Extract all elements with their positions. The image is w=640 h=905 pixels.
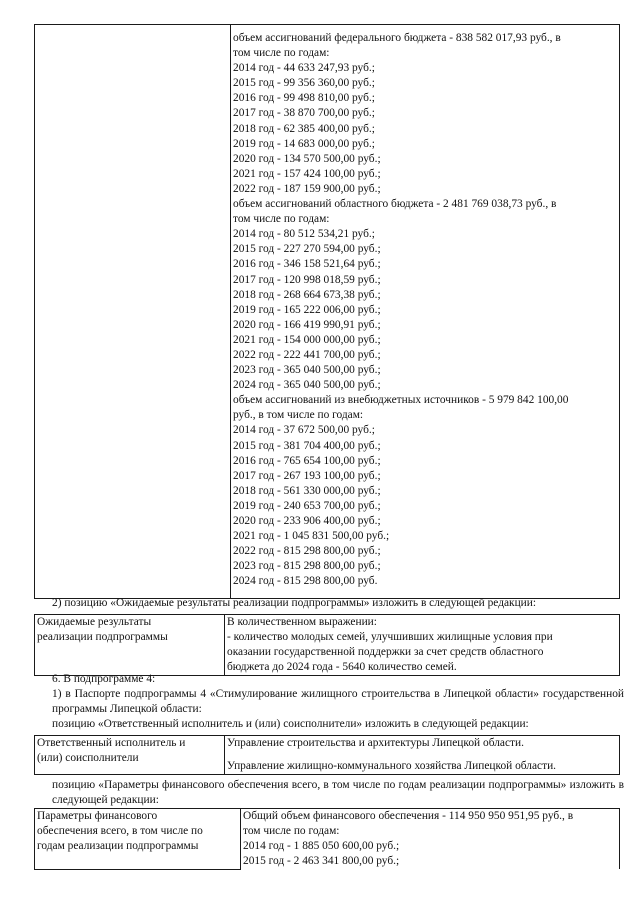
funding-line: 2017 год - 120 998 018,59 руб.; bbox=[233, 273, 381, 286]
funding-line: 2014 год - 80 512 534,21 руб.; bbox=[233, 228, 375, 241]
finance-label-line-3: годам реализации подпрограммы bbox=[37, 840, 199, 853]
results-value-line-2: - количество молодых семей, улучшивших жилищные условия при bbox=[227, 631, 553, 644]
finance-text: позицию «Параметры финансового обеспечения всего, в том числе по годам реализации подпрограммы» изложить в следующей редакции: bbox=[52, 779, 624, 807]
finance-value-line-1: Общий объем финансового обеспечения - 114 950 950 951,95 руб., в bbox=[243, 810, 574, 822]
funding-line: том числе по годам: bbox=[233, 47, 330, 60]
funding-line: 2018 год - 62 385 400,00 руб.; bbox=[233, 122, 375, 135]
para-responsible bbox=[34, 717, 624, 732]
responsible-table bbox=[34, 735, 620, 775]
finance-value-cell bbox=[241, 809, 620, 870]
para-passport bbox=[34, 687, 624, 717]
finance-value-line-2: том числе по годам: bbox=[243, 825, 340, 838]
para-finance bbox=[34, 778, 624, 808]
funding-line: 2017 год - 267 193 100,00 руб.; bbox=[233, 469, 381, 482]
para-section6 bbox=[34, 672, 624, 687]
para-results-text: 2) позицию «Ожидаемые результаты реализации подпрограммы» изложить в следующей редакции: bbox=[52, 597, 537, 609]
funding-line: 2019 год - 240 653 700,00 руб.; bbox=[233, 499, 381, 512]
finance-label-line-1: Параметры финансового bbox=[37, 810, 158, 822]
funding-line: 2022 год - 187 159 900,00 руб.; bbox=[233, 182, 381, 195]
finance-table bbox=[34, 808, 620, 870]
responsible-value-cell bbox=[225, 736, 620, 775]
results-label-cell bbox=[35, 615, 225, 676]
results-value-line-4: бюджета до 2024 года - 5640 количество семей. bbox=[227, 661, 457, 674]
funding-line: 2019 год - 165 222 006,00 руб.; bbox=[233, 303, 381, 316]
finance-label-cell bbox=[35, 809, 241, 870]
results-table bbox=[34, 614, 620, 676]
funding-line: 2014 год - 37 672 500,00 руб.; bbox=[233, 424, 375, 437]
passport-text: 1) в Паспорте подпрограммы 4 «Стимулирование жилищного строительства в Липецкой области» государственной программы Липецкой области: bbox=[52, 688, 624, 716]
responsible-text: позицию «Ответственный исполнитель и (или) соисполнители» изложить в следующей редакции: bbox=[52, 718, 529, 730]
funding-line: 2022 год - 815 298 800,00 руб.; bbox=[233, 545, 381, 558]
section6-heading: 6. В подпрограмме 4: bbox=[52, 673, 156, 685]
finance-label-line-2: обеспечения всего, в том числе по bbox=[37, 825, 203, 838]
funding-line: 2015 год - 381 704 400,00 руб.; bbox=[233, 439, 381, 452]
funding-line: 2016 год - 346 158 521,64 руб.; bbox=[233, 258, 381, 271]
funding-lines bbox=[233, 31, 617, 589]
para-results bbox=[34, 596, 624, 611]
funding-line: 2018 год - 561 330 000,00 руб.; bbox=[233, 484, 381, 497]
funding-line: 2021 год - 157 424 100,00 руб.; bbox=[233, 167, 381, 180]
results-value-line-1: В количественном выражении: bbox=[227, 616, 377, 628]
funding-line: объем ассигнований из внебюджетных источников - 5 979 842 100,00 bbox=[233, 394, 569, 407]
funding-line: 2022 год - 222 441 700,00 руб.; bbox=[233, 348, 381, 361]
funding-line: 2021 год - 154 000 000,00 руб.; bbox=[233, 333, 381, 346]
funding-line: 2016 год - 765 654 100,00 руб.; bbox=[233, 454, 381, 467]
funding-line: 2018 год - 268 664 673,38 руб.; bbox=[233, 288, 381, 301]
funding-line: объем ассигнований областного бюджета - 2 481 769 038,73 руб., в bbox=[233, 198, 557, 211]
funding-line: 2017 год - 38 870 700,00 руб.; bbox=[233, 107, 375, 120]
funding-line: 2020 год - 134 570 500,00 руб.; bbox=[233, 152, 381, 165]
funding-label-cell bbox=[35, 25, 231, 599]
funding-line: 2023 год - 815 298 800,00 руб.; bbox=[233, 560, 381, 573]
responsible-label-line-2: (или) соисполнители bbox=[37, 752, 139, 765]
funding-line: 2020 год - 166 419 990,91 руб.; bbox=[233, 318, 381, 331]
results-value-line-3: оказании государственной поддержки за счет средств областного bbox=[227, 646, 544, 659]
funding-line: руб., в том числе по годам: bbox=[233, 409, 364, 422]
funding-line: 2014 год - 44 633 247,93 руб.; bbox=[233, 62, 375, 75]
responsible-value-line-1: Управление строительства и архитектуры Липецкой области. bbox=[227, 737, 524, 749]
funding-line: 2024 год - 365 040 500,00 руб.; bbox=[233, 379, 381, 392]
funding-line: 2015 год - 99 356 360,00 руб.; bbox=[233, 77, 375, 90]
funding-line: 2016 год - 99 498 810,00 руб.; bbox=[233, 92, 375, 105]
finance-value-line-4: 2015 год - 2 463 341 800,00 руб.; bbox=[243, 855, 400, 868]
responsible-label-line-1: Ответственный исполнитель и bbox=[37, 737, 186, 749]
funding-line: 2024 год - 815 298 800,00 руб. bbox=[233, 575, 378, 588]
responsible-label-cell bbox=[35, 736, 225, 775]
funding-value-cell bbox=[231, 25, 620, 599]
results-value-cell bbox=[225, 615, 620, 676]
funding-line: том числе по годам: bbox=[233, 213, 330, 226]
results-label-line-1: Ожидаемые результаты bbox=[37, 616, 152, 628]
results-label-line-2: реализации подпрограммы bbox=[37, 631, 168, 644]
funding-line: 2021 год - 1 045 831 500,00 руб.; bbox=[233, 530, 390, 543]
responsible-value-line-2: Управление жилищно-коммунального хозяйства Липецкой области. bbox=[227, 760, 557, 773]
funding-line: объем ассигнований федерального бюджета - 838 582 017,93 руб., в bbox=[233, 32, 561, 44]
finance-value-line-3: 2014 год - 1 885 050 600,00 руб.; bbox=[243, 840, 400, 853]
funding-line: 2023 год - 365 040 500,00 руб.; bbox=[233, 364, 381, 377]
funding-line: 2015 год - 227 270 594,00 руб.; bbox=[233, 243, 381, 256]
funding-line: 2020 год - 233 906 400,00 руб.; bbox=[233, 515, 381, 527]
funding-line: 2019 год - 14 683 000,00 руб.; bbox=[233, 137, 375, 150]
funding-table bbox=[34, 24, 620, 599]
